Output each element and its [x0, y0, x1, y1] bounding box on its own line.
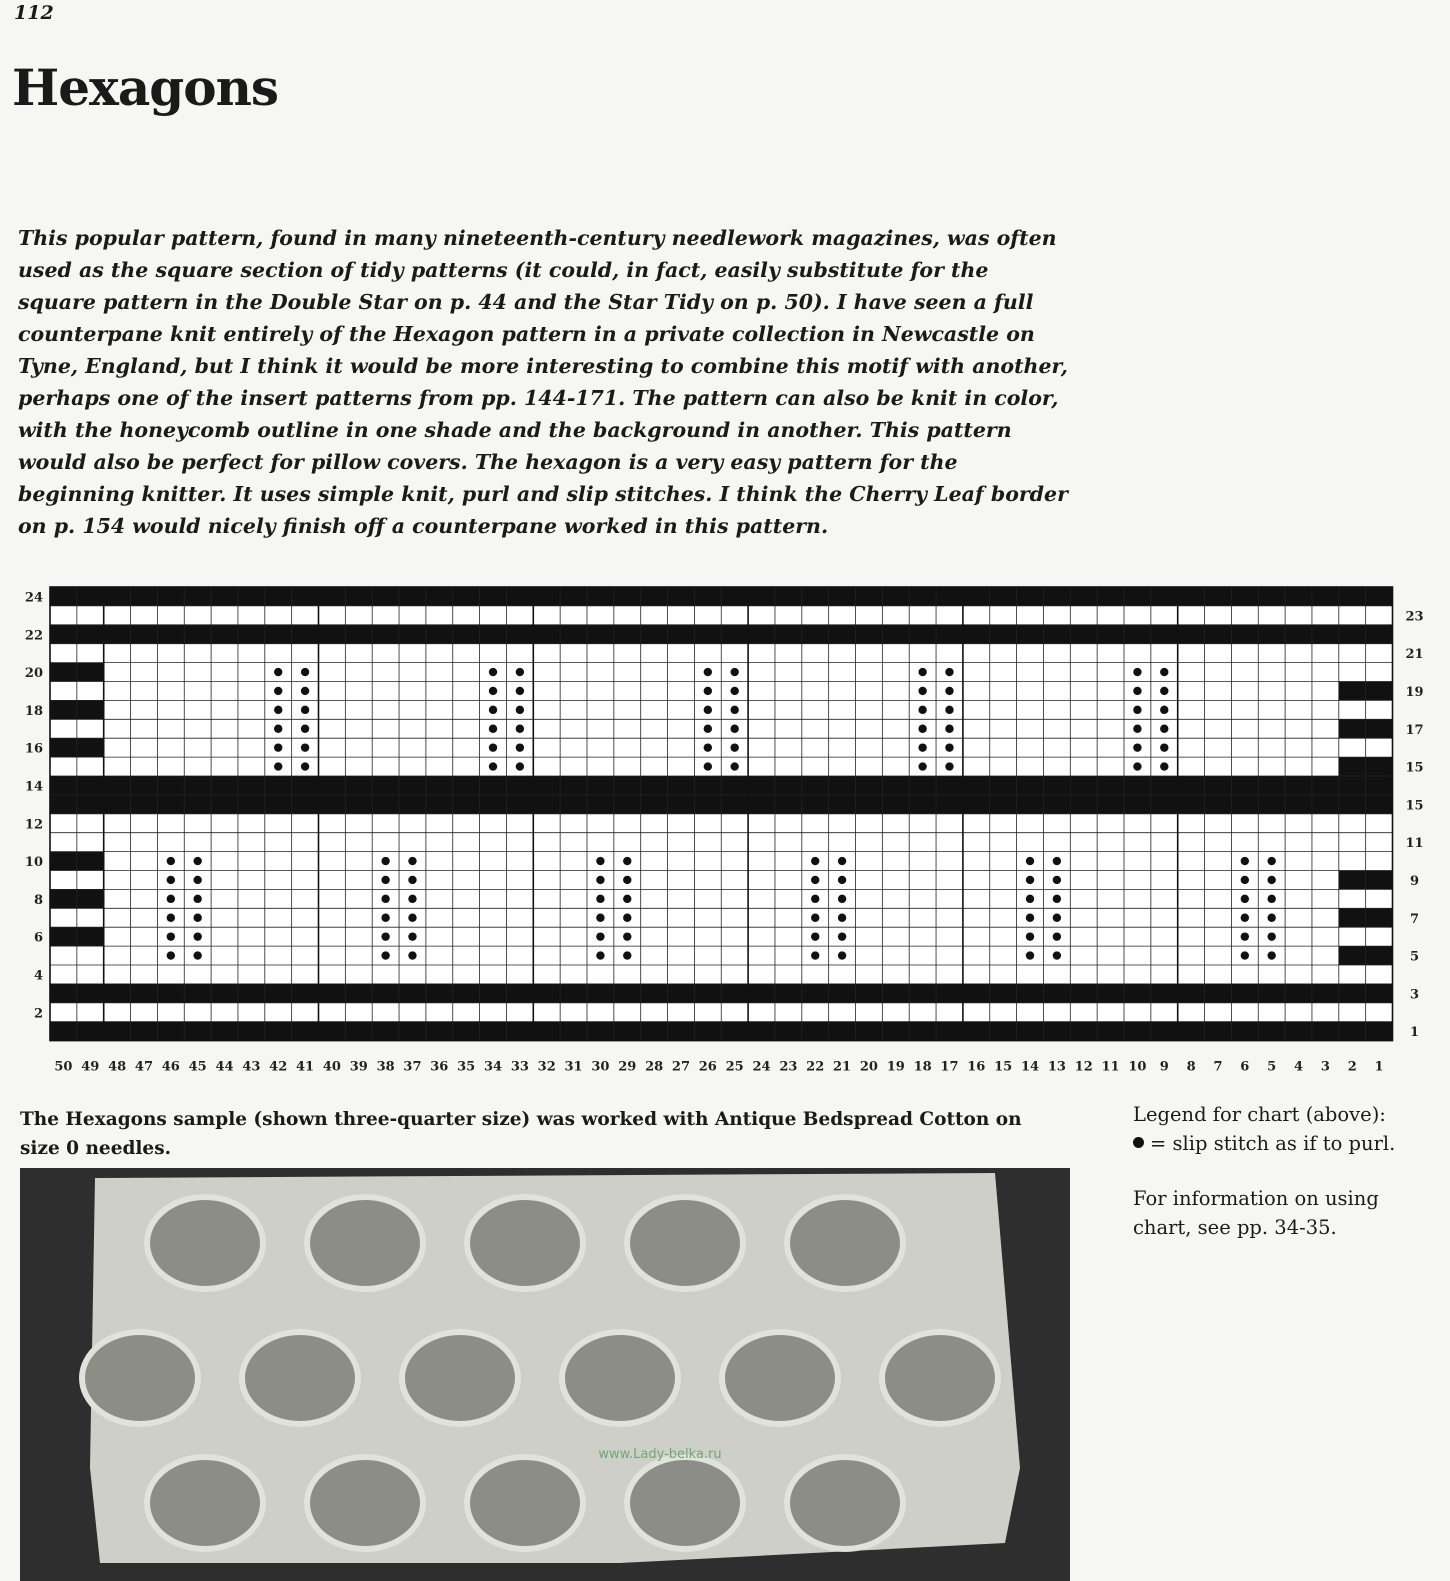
slip-stitch-dot [381, 932, 389, 940]
slip-stitch-dot [167, 857, 175, 865]
slip-stitch-dot [193, 895, 201, 903]
slip-stitch-dot [704, 725, 712, 733]
column-label: 41 [296, 1059, 315, 1075]
column-label: 40 [322, 1059, 341, 1075]
slip-stitch-dot [301, 687, 309, 695]
column-label: 1 [1374, 1059, 1384, 1075]
slip-stitch-dot [274, 762, 282, 770]
intro-paragraph: This popular pattern, found in many nineteenth-century needlework magazines, was often used as the square section of tidy patterns (it could, in fact, easily substitute for the square pattern in the Double Star on p. 44 and the Star Tidy on p. 50). I have seen a full counterpane knit entirely of the Hexagon pattern in a private collection in Newcastle on Tyne, England, but I think it would be more interesting to combine this motif with another, perhaps one of the insert patterns from pp. 144-171. The pattern can also be knit in color, with the honeycomb outline in one shade and the background in another. This pattern would also be perfect for pillow covers. The hexagon is a very easy pattern for the beginning knitter. It uses simple knit, purl and slip stitches. I think the Cherry Leaf border on p. 154 would nicely finish off a counterpane worked in this pattern. [18, 226, 1068, 538]
slip-stitch-dot [945, 706, 953, 714]
slip-stitch-dot [274, 743, 282, 751]
slip-stitch-dot [167, 876, 175, 884]
row-label-left: 2 [33, 1006, 43, 1022]
slip-stitch-dot [274, 725, 282, 733]
column-label: 28 [645, 1059, 664, 1075]
column-label: 37 [403, 1059, 422, 1075]
watermark-text: www.Lady-belka.ru [598, 1447, 722, 1462]
slip-stitch-dot [838, 895, 846, 903]
knitting-chart [0, 575, 1450, 1075]
slip-stitch-dot [408, 932, 416, 940]
slip-stitch-dot [301, 743, 309, 751]
row-label-left: 6 [33, 930, 43, 946]
slip-stitch-dot [1160, 687, 1168, 695]
slip-stitch-dot [596, 932, 604, 940]
slip-stitch-dot [167, 932, 175, 940]
column-label: 47 [134, 1059, 154, 1075]
slip-stitch-dot [1026, 857, 1034, 865]
column-label: 24 [752, 1059, 771, 1075]
column-label: 25 [725, 1059, 744, 1075]
slip-stitch-dot [193, 914, 201, 922]
slip-stitch-dot [704, 706, 712, 714]
slip-stitch-dot [1133, 687, 1141, 695]
column-label: 35 [457, 1059, 476, 1075]
row-label-left: 22 [24, 628, 43, 644]
legend-symbol-text: = slip stitch as if to purl. [1150, 1132, 1396, 1155]
slip-stitch-dot [730, 725, 738, 733]
column-label: 38 [376, 1059, 395, 1075]
slip-stitch-dot [918, 762, 926, 770]
slip-stitch-dot [623, 876, 631, 884]
slip-stitch-dot [408, 914, 416, 922]
slip-stitch-dot [1026, 951, 1034, 959]
column-label: 32 [537, 1059, 556, 1075]
slip-stitch-dot [193, 951, 201, 959]
slip-stitch-dot [918, 706, 926, 714]
slip-stitch-dot [1267, 895, 1275, 903]
column-label: 17 [940, 1059, 959, 1075]
slip-stitch-dot [1133, 743, 1141, 751]
row-label-right: 9 [1409, 873, 1420, 889]
slip-stitch-dot [1160, 668, 1168, 676]
slip-stitch-dot [1053, 914, 1061, 922]
row-label-left: 14 [24, 779, 43, 795]
slip-stitch-dot [1241, 895, 1249, 903]
slip-stitch-dot [516, 725, 524, 733]
honeycomb-knit-texture [20, 1168, 1070, 1581]
slip-stitch-dot [167, 895, 175, 903]
slip-stitch-dot [596, 951, 604, 959]
slip-stitch-dot [730, 743, 738, 751]
slip-stitch-dot [623, 857, 631, 865]
slip-stitch-dot [811, 932, 819, 940]
slip-stitch-dot [516, 668, 524, 676]
slip-stitch-dot [945, 743, 953, 751]
slip-stitch-dot [811, 951, 819, 959]
row-label-right: 3 [1409, 987, 1420, 1003]
slip-stitch-dot [596, 914, 604, 922]
row-label-right: 21 [1405, 647, 1424, 663]
slip-stitch-dot [1160, 743, 1168, 751]
slip-stitch-dot [1160, 706, 1168, 714]
slip-stitch-dot [1241, 951, 1249, 959]
column-label: 18 [913, 1059, 932, 1075]
column-label: 12 [1074, 1059, 1093, 1075]
slip-stitch-dot [1026, 895, 1034, 903]
row-label-right: 1 [1409, 1025, 1420, 1041]
row-label-right: 15 [1405, 760, 1424, 776]
slip-stitch-dot [1026, 876, 1034, 884]
slip-stitch-dot [408, 895, 416, 903]
slip-stitch-dot [838, 914, 846, 922]
slip-stitch-dot [1053, 932, 1061, 940]
column-label: 19 [886, 1059, 905, 1075]
slip-stitch-dot [489, 725, 497, 733]
row-label-left: 4 [33, 968, 43, 984]
row-label-left: 8 [33, 892, 43, 908]
slip-stitch-dot [1026, 914, 1034, 922]
slip-stitch-dot [381, 876, 389, 884]
slip-stitch-dot [274, 706, 282, 714]
slip-stitch-dot [838, 951, 846, 959]
column-label: 21 [833, 1059, 852, 1075]
slip-stitch-dot [704, 668, 712, 676]
slip-stitch-dot [167, 914, 175, 922]
slip-stitch-dot [489, 668, 497, 676]
column-label: 11 [1101, 1059, 1120, 1075]
slip-stitch-dot [730, 762, 738, 770]
knit-sample-photo [20, 1168, 1070, 1581]
slip-stitch-dot [1026, 932, 1034, 940]
column-label: 43 [242, 1059, 261, 1075]
slip-stitch-dot [274, 668, 282, 676]
slip-stitch-dot [381, 895, 389, 903]
slip-stitch-dot [945, 762, 953, 770]
row-label-left: 16 [24, 741, 43, 757]
slip-stitch-dot [730, 706, 738, 714]
row-label-left: 18 [24, 703, 43, 719]
slip-stitch-dot [516, 743, 524, 751]
slip-stitch-dot [811, 914, 819, 922]
slip-stitch-dot [301, 762, 309, 770]
slip-stitch-dot [838, 857, 846, 865]
column-label: 3 [1320, 1059, 1330, 1075]
column-label: 4 [1294, 1059, 1304, 1075]
slip-stitch-dot [516, 706, 524, 714]
row-label-left: 10 [24, 855, 43, 871]
slip-stitch-dot [596, 876, 604, 884]
slip-stitch-dot [704, 762, 712, 770]
column-label: 45 [188, 1059, 207, 1075]
column-label: 30 [591, 1059, 610, 1075]
slip-stitch-dot [301, 706, 309, 714]
slip-stitch-dot [516, 762, 524, 770]
slip-stitch-dot [1053, 895, 1061, 903]
slip-stitch-dot [516, 687, 524, 695]
slip-stitch-dot [918, 687, 926, 695]
slip-stitch-dot [1160, 762, 1168, 770]
slip-stitch-dot [489, 706, 497, 714]
column-label: 9 [1159, 1059, 1169, 1075]
slip-stitch-dot [1267, 914, 1275, 922]
column-label: 22 [806, 1059, 825, 1075]
slip-stitch-dot [1241, 857, 1249, 865]
column-label: 2 [1347, 1059, 1357, 1075]
column-label: 10 [1128, 1059, 1147, 1075]
slip-stitch-dot [918, 743, 926, 751]
slip-stitch-dot [1267, 876, 1275, 884]
column-label: 5 [1267, 1059, 1277, 1075]
slip-stitch-dot [193, 857, 201, 865]
column-label: 33 [510, 1059, 529, 1075]
slip-stitch-dot [1241, 876, 1249, 884]
slip-stitch-dot [1267, 951, 1275, 959]
slip-stitch-dot [301, 725, 309, 733]
row-label-left: 12 [24, 817, 43, 833]
page-title: Hexagons [12, 58, 279, 117]
slip-stitch-dot [1133, 668, 1141, 676]
slip-stitch-dot [811, 857, 819, 865]
slip-stitch-dot [193, 876, 201, 884]
column-label: 50 [54, 1059, 73, 1075]
slip-stitch-dot [1133, 762, 1141, 770]
slip-stitch-dot [918, 668, 926, 676]
column-label: 29 [618, 1059, 637, 1075]
slip-stitch-dot [381, 951, 389, 959]
row-label-right: 11 [1405, 836, 1424, 852]
slip-stitch-dot [167, 951, 175, 959]
legend-symbol-row [1133, 1129, 1433, 1158]
slip-stitch-dot [811, 895, 819, 903]
slip-stitch-dot [945, 687, 953, 695]
column-label: 20 [859, 1059, 878, 1075]
slip-stitch-dot [1241, 914, 1249, 922]
row-label-left: 20 [24, 666, 43, 682]
slip-stitch-dot [408, 857, 416, 865]
column-label: 46 [161, 1059, 180, 1075]
row-label-right: 15 [1405, 798, 1424, 814]
slip-stitch-dot [1053, 857, 1061, 865]
row-label-right: 5 [1409, 949, 1420, 965]
legend-info: For information on using chart, see pp. 34-35. [1133, 1187, 1379, 1239]
column-label: 14 [1020, 1059, 1040, 1075]
slip-stitch-dot [704, 687, 712, 695]
column-label: 26 [698, 1059, 717, 1075]
column-label: 23 [779, 1059, 798, 1075]
column-label: 49 [81, 1059, 100, 1075]
slip-stitch-dot [381, 857, 389, 865]
slip-stitch-dot [1160, 725, 1168, 733]
slip-stitch-dot [623, 932, 631, 940]
slip-stitch-dot [1133, 706, 1141, 714]
slip-stitch-dot [945, 725, 953, 733]
slip-stitch-dot [408, 951, 416, 959]
slip-stitch-dot [1267, 857, 1275, 865]
slip-stitch-dot-icon [1133, 1137, 1144, 1148]
slip-stitch-dot [918, 725, 926, 733]
column-label: 44 [215, 1059, 234, 1075]
slip-stitch-dot [730, 687, 738, 695]
slip-stitch-dot [1241, 932, 1249, 940]
slip-stitch-dot [730, 668, 738, 676]
row-label-left: 24 [24, 590, 43, 606]
slip-stitch-dot [811, 876, 819, 884]
row-label-right: 7 [1409, 911, 1420, 927]
chart-legend [1133, 1100, 1433, 1242]
slip-stitch-dot [623, 895, 631, 903]
row-label-right: 17 [1405, 722, 1424, 738]
legend-heading: Legend for chart (above): [1133, 1103, 1386, 1126]
column-label: 7 [1213, 1059, 1223, 1075]
slip-stitch-dot [381, 914, 389, 922]
slip-stitch-dot [838, 932, 846, 940]
column-label: 16 [967, 1059, 986, 1075]
slip-stitch-dot [623, 914, 631, 922]
slip-stitch-dot [1053, 951, 1061, 959]
column-label: 42 [269, 1059, 288, 1075]
slip-stitch-dot [1133, 725, 1141, 733]
slip-stitch-dot [193, 932, 201, 940]
slip-stitch-dot [489, 762, 497, 770]
slip-stitch-dot [596, 895, 604, 903]
column-label: 8 [1186, 1059, 1196, 1075]
column-label: 39 [349, 1059, 368, 1075]
slip-stitch-dot [838, 876, 846, 884]
column-label: 27 [671, 1059, 691, 1075]
slip-stitch-dot [274, 687, 282, 695]
column-label: 15 [994, 1059, 1013, 1075]
column-label: 36 [430, 1059, 449, 1075]
row-label-right: 23 [1405, 609, 1424, 625]
column-label: 13 [1047, 1059, 1066, 1075]
slip-stitch-dot [945, 668, 953, 676]
slip-stitch-dot [408, 876, 416, 884]
slip-stitch-dot [1267, 932, 1275, 940]
slip-stitch-dot [704, 743, 712, 751]
row-label-right: 19 [1405, 684, 1424, 700]
slip-stitch-dot [489, 743, 497, 751]
column-label: 34 [483, 1059, 503, 1075]
column-label: 48 [108, 1059, 127, 1075]
slip-stitch-dot [489, 687, 497, 695]
sample-caption: The Hexagons sample (shown three-quarter size) was worked with Antique Bedspread Cotton on size 0 needles. [20, 1109, 1022, 1159]
column-label: 31 [564, 1059, 583, 1075]
slip-stitch-dot [596, 857, 604, 865]
slip-stitch-dot [623, 951, 631, 959]
slip-stitch-dot [1053, 876, 1061, 884]
column-label: 6 [1240, 1059, 1250, 1075]
page-number: 112 [14, 2, 54, 24]
slip-stitch-dot [301, 668, 309, 676]
